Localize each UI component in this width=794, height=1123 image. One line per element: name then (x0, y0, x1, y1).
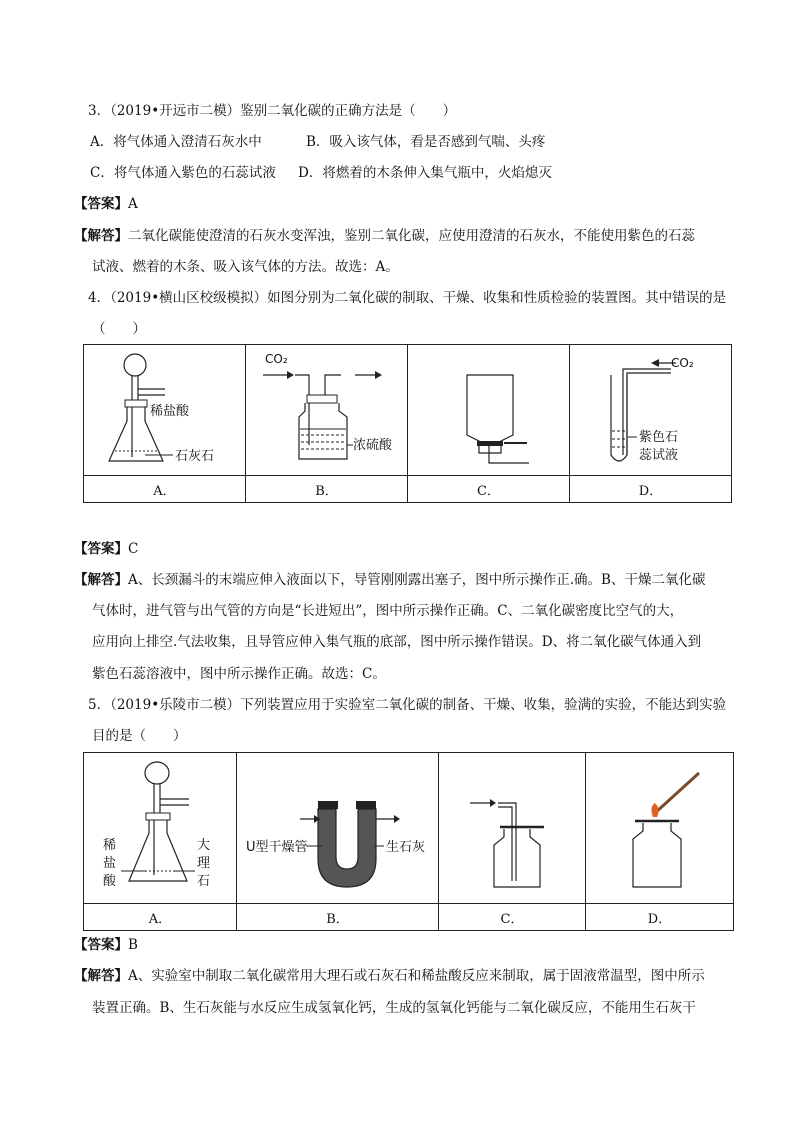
hcl-char-1: 稀 (103, 838, 117, 853)
flask-apparatus-icon (85, 345, 245, 471)
q4-fig-a (84, 345, 246, 476)
flask-apparatus-icon (85, 753, 235, 899)
q4-explain-line-1 (74, 570, 705, 590)
q4-explain-line-2: 气体时，进气管与出气管的方向是“长进短出”，图中所示操作正确。C、二氧化碳密度比空气的大， (92, 603, 684, 619)
hcl-char-2: 盐 (103, 856, 117, 871)
q4-fig-d (570, 345, 732, 476)
u-tube-dryer-icon (238, 753, 438, 899)
q5-stem-line-1: 5．（2019•乐陵市二模）下列装置应用于实验室二氧化碳的制备、干燥、收集，验满的实验，不能达到实验 (88, 697, 727, 713)
q5-stem-line-2: 目的是（ ） (92, 728, 187, 744)
litmus-label-2: 蕊试液 (638, 448, 678, 463)
hcl-label: 稀盐酸 (149, 404, 189, 419)
co2-label-b: CO₂ (264, 352, 288, 366)
q5-fig-a (84, 753, 237, 904)
answer-value: C (128, 541, 139, 557)
q5-explain-line-1 (74, 966, 705, 986)
explain-text: A、长颈漏斗的末端应伸入液面以下，导管刚刚露出塞子，图中所示操作正.确。B、干燥二氧化碳 (128, 572, 706, 588)
gas-jar-collect-icon (440, 753, 584, 899)
q3-option-a: A．将气体通入澄清石灰水中 (90, 134, 262, 150)
q5-caption-d: D． (586, 904, 734, 931)
q5-fig-b (237, 753, 439, 904)
q5-figure-table (83, 752, 734, 931)
answer-tag: 【答案】 (74, 937, 128, 953)
marble-char-1: 大 (197, 838, 211, 853)
q5-explain-line-2: 装置正确。B、生石灰能与水反应生成氢氧化钙，生成的氢氧化钙能与二氧化碳反应，不能用生石灰干 (92, 1000, 696, 1016)
explain-text: A、实验室中制取二氧化碳常用大理石或石灰石和稀盐酸反应来制取，属于固液常温型，图中所示 (128, 968, 705, 984)
explain-text: 二氧化碳能使澄清的石灰水变浑浊，鉴别二氧化碳，应使用澄清的石灰水，不能使用紫色的石蕊 (128, 228, 695, 244)
gas-jar-inverted-icon (409, 345, 569, 471)
marble-char-2: 理 (197, 856, 211, 871)
burning-splint-icon (587, 753, 733, 899)
q4-caption-d: D． (570, 476, 732, 503)
q3-stem: 3．（2019•开远市二模）鉴别二氧化碳的正确方法是（ ） (88, 103, 457, 119)
q3-option-c: C．将气体通入紫色的石蕊试液 (90, 165, 276, 181)
quicklime-label: 生石灰 (385, 840, 425, 855)
q4-fig-c (408, 345, 570, 476)
q5-fig-c (439, 753, 586, 904)
q4-explain-line-3: 应用向上排空.气法收集，且导管应伸入集气瓶的底部，图中所示操作错误。D、将二氧化碳气体通入到 (92, 634, 702, 650)
q4-caption-c: C． (408, 476, 570, 503)
co2-label-d: CO₂ (670, 356, 694, 370)
limestone-label: 石灰石 (174, 449, 214, 464)
hcl-char-3: 酸 (103, 874, 117, 889)
explain-tag: 【解答】 (74, 228, 128, 244)
q4-answer (74, 539, 138, 559)
wash-bottle-icon (247, 345, 407, 471)
q5-fig-d (586, 753, 734, 904)
q5-caption-c: C． (439, 904, 586, 931)
explain-tag: 【解答】 (74, 968, 128, 984)
q4-stem-line-2: （ ） (92, 321, 146, 337)
q4-stem-line-1: 4．（2019•横山区校级模拟）如图分别为二氧化碳的制取、干燥、收集和性质检验的装置图。其中错误的是 (88, 290, 727, 306)
answer-value: A (128, 196, 138, 212)
answer-tag: 【答案】 (74, 196, 128, 212)
q3-option-d: D．将燃着的木条伸入集气瓶中，火焰熄灭 (298, 165, 552, 181)
u-tube-label: U型干燥管 (245, 840, 308, 855)
test-tube-icon (571, 345, 731, 471)
q4-caption-b: B． (246, 476, 408, 503)
q3-answer (74, 194, 138, 214)
q4-caption-a: A． (84, 476, 246, 503)
q5-caption-a: A． (84, 904, 237, 931)
explain-tag: 【解答】 (74, 572, 128, 588)
q4-explain-line-4: 紫色石蕊溶液中，图中所示操作正确。故选：C。 (92, 666, 386, 682)
q4-figure-table (83, 344, 732, 503)
q5-answer (74, 935, 138, 955)
q3-option-b: B．吸入该气体，看是否感到气喘、头疼 (306, 134, 546, 150)
q3-explain-line-2: 试液、燃着的木条、吸入该气体的方法。故选：A。 (92, 259, 399, 275)
answer-tag: 【答案】 (74, 541, 128, 557)
q5-caption-b: B． (237, 904, 439, 931)
marble-char-3: 石 (197, 874, 211, 889)
sulfuric-acid-label: 浓硫酸 (352, 438, 392, 453)
q3-explain-line-1 (74, 226, 695, 246)
answer-value: B (128, 937, 138, 953)
q4-fig-b (246, 345, 408, 476)
litmus-label-1: 紫色石 (638, 430, 678, 445)
